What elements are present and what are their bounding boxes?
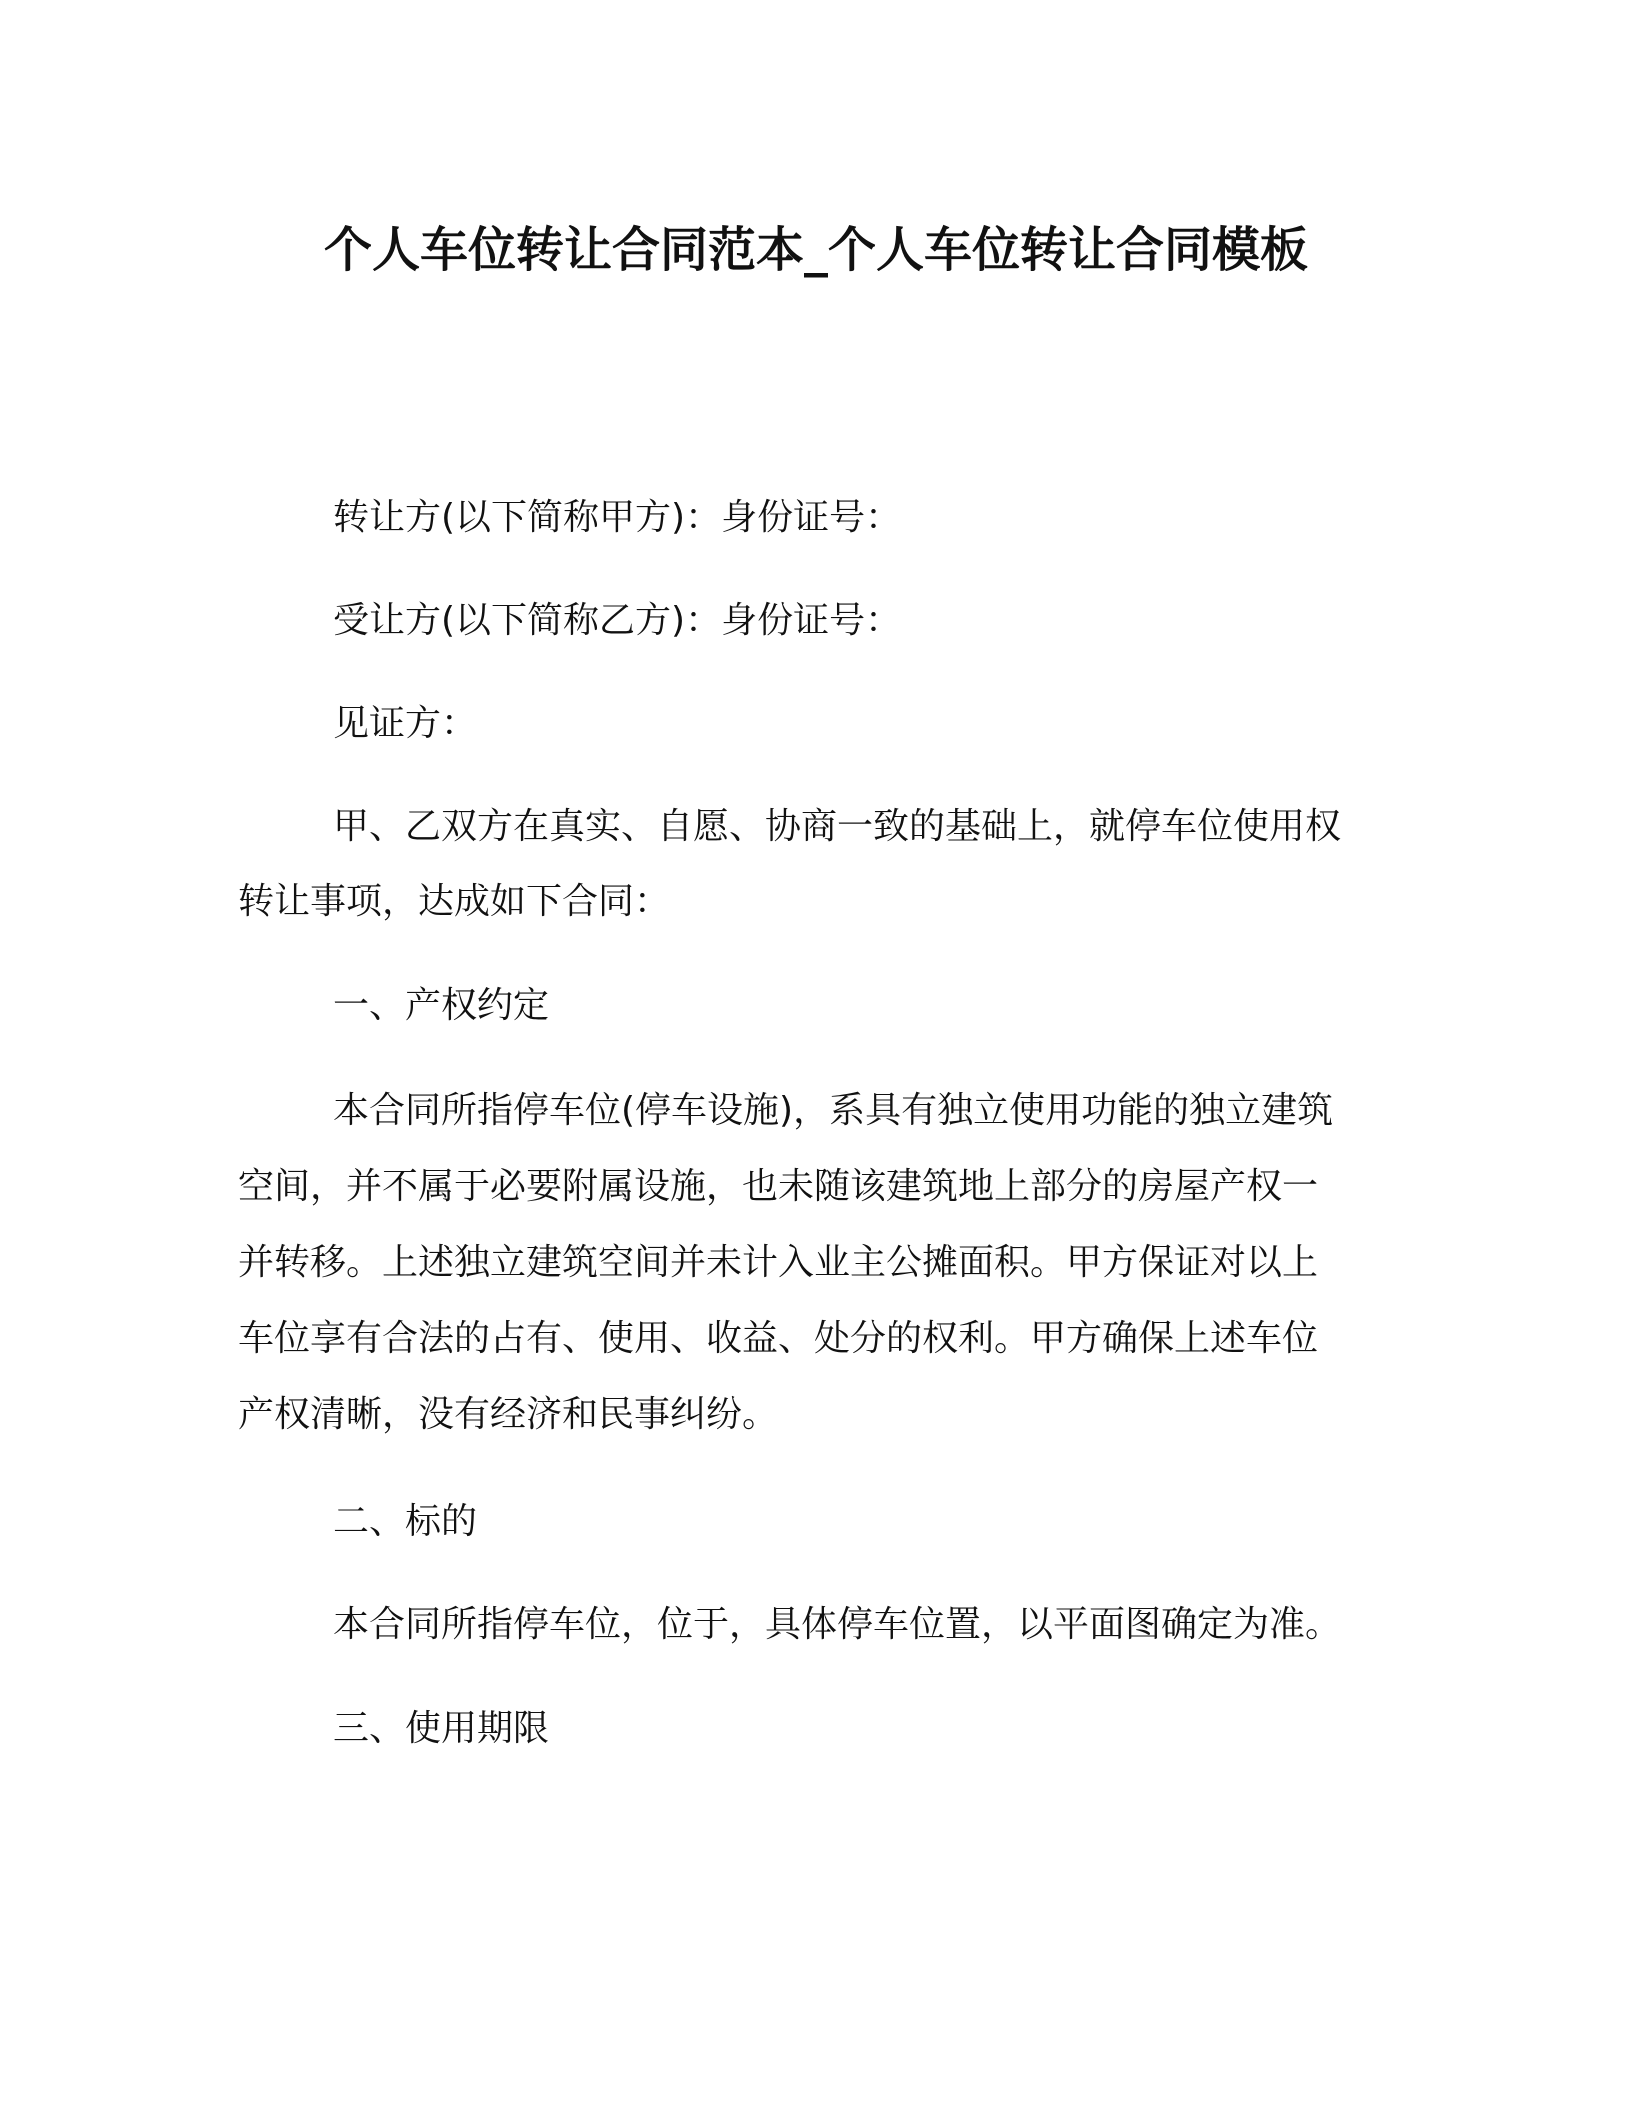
- ownership-paragraph-line-3: 并转移。上述独立建筑空间并未计入业主公摊面积。甲方保证对以上: [238, 1242, 1319, 1283]
- ownership-paragraph-line-4: 车位享有合法的占有、使用、收益、处分的权利。甲方确保上述车位: [238, 1318, 1319, 1359]
- subject-paragraph: 本合同所指停车位，位于，具体停车位置，以平面图确定为准。: [333, 1604, 1342, 1645]
- transferor-line: 转让方(以下简称甲方)：身份证号：: [333, 497, 902, 538]
- section-heading-subject: 二、标的: [333, 1501, 478, 1542]
- preamble-line-1: 甲、乙双方在真实、自愿、协商一致的基础上，就停车位使用权: [333, 806, 1342, 847]
- witness-line: 见证方：: [333, 703, 478, 744]
- ownership-paragraph-line-2: 空间，并不属于必要附属设施，也未随该建筑地上部分的房屋产权一: [238, 1166, 1319, 1207]
- ownership-paragraph-line-5: 产权清晰，没有经济和民事纠纷。: [238, 1394, 779, 1435]
- ownership-paragraph-line-1: 本合同所指停车位(停车设施)，系具有独立使用功能的独立建筑: [333, 1090, 1334, 1131]
- section-heading-term: 三、使用期限: [333, 1708, 550, 1749]
- transferee-line: 受让方(以下简称乙方)：身份证号：: [333, 600, 902, 641]
- section-heading-ownership: 一、产权约定: [333, 985, 550, 1026]
- document-title: 个人车位转让合同范本_个人车位转让合同模板: [323, 222, 1308, 278]
- preamble-line-2: 转让事项，达成如下合同：: [238, 881, 671, 922]
